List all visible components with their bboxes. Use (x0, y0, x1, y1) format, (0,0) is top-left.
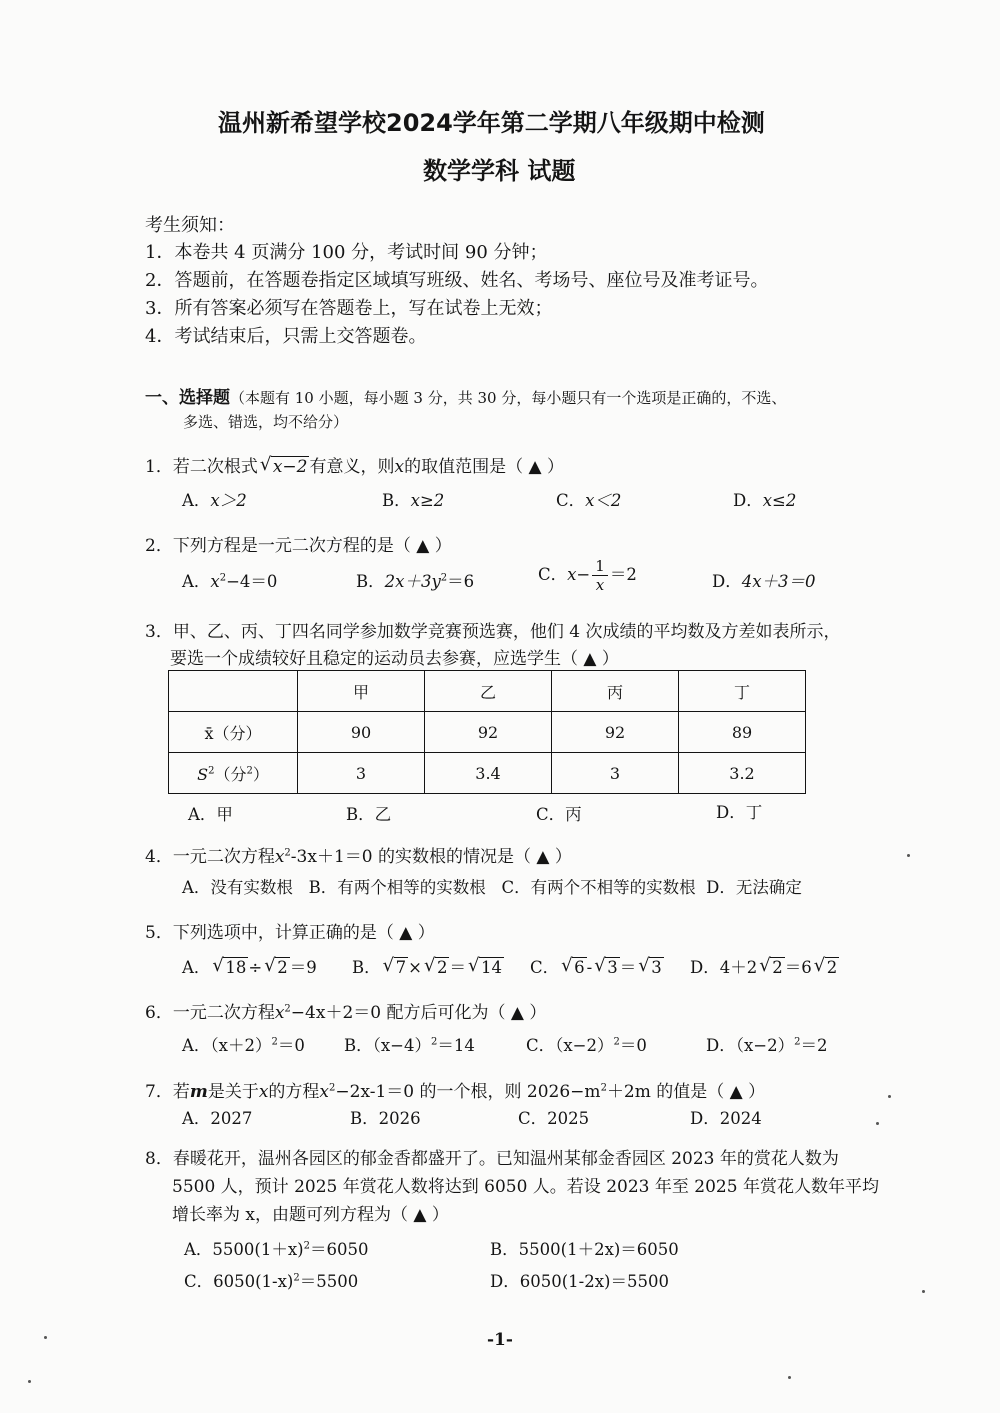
numerator: 1 (592, 557, 608, 576)
option-b: B．2026 (350, 1109, 421, 1128)
option-text: x≥2 (410, 491, 445, 510)
operator: - (586, 958, 593, 977)
option-d: D．丁 (716, 803, 763, 822)
scan-speck (922, 1290, 925, 1293)
option-a (182, 487, 247, 511)
option-label: B． (490, 1240, 519, 1259)
option-a: A．甲 (188, 805, 233, 824)
option-a (182, 954, 317, 978)
notice-item: 1．本卷共 4 页满分 100 分，考试时间 90 分钟； (145, 242, 548, 263)
question-4-stem (145, 842, 572, 867)
option-text: 5500(1＋2x)＝6050 (518, 1240, 679, 1259)
q1-suffix: 有意义，则 (309, 457, 395, 477)
scan-speck (907, 854, 910, 857)
operator: ＝6 (784, 958, 812, 977)
denominator: x (595, 576, 605, 594)
question-8-stem-line2: 5500 人，预计 2025 年赏花人数将达到 6050 人。若设 2023 年至 2025 年赏花人数年平均 (172, 1177, 879, 1197)
stem-text: −4x＋2＝0 配方后可化为（ ▲ ） (290, 1003, 547, 1023)
option-b (382, 487, 444, 511)
table-cell: 3 (298, 753, 425, 794)
sqrt-expression: √ 2 (264, 955, 288, 977)
sqrt-expression: √ 3 (638, 955, 662, 977)
stem-text: 4．一元二次方程 (145, 847, 275, 867)
option-text: 6050(1-2x)＝5500 (519, 1272, 669, 1291)
stem-var: x (319, 1082, 330, 1102)
option-label: B． (356, 572, 385, 591)
stem-var: m (189, 1082, 208, 1102)
stem-text: 7．若 (145, 1082, 190, 1102)
stem-text: 6．一元二次方程 (145, 1003, 275, 1023)
exponent: 2 (246, 765, 253, 777)
option-text: 2x＋3y (384, 572, 441, 591)
q1-radicand: x−2 (272, 457, 308, 477)
option-text: A．（x＋2） (182, 1036, 272, 1055)
option-text: x＞2 (210, 491, 247, 510)
section-note-line2: 多选、错选，均不给分） (183, 413, 349, 431)
table-cell: 92 (552, 712, 679, 753)
exponent: 2 (284, 847, 291, 859)
sqrt-expression: √ 14 (467, 955, 502, 977)
unit-label: （分） (213, 723, 262, 743)
table-header: 丙 (552, 671, 679, 712)
option-label: D． (733, 491, 763, 510)
option-b (352, 954, 504, 978)
option-text: 6050(1-x) (213, 1272, 294, 1291)
stem-text: −2x-1＝0 的一个根，则 2026−m (335, 1082, 601, 1102)
operator: ＝ (619, 958, 637, 977)
sqrt-expression: √ 2 (813, 955, 838, 977)
table-header: 乙 (425, 671, 552, 712)
stem-text: ＋2m 的值是（ ▲ ） (606, 1082, 766, 1102)
option-c (526, 1032, 647, 1056)
exponent: 2 (303, 1240, 310, 1252)
exponent: 2 (284, 1003, 291, 1015)
option-b (356, 568, 474, 592)
option-text: ＝14 (437, 1036, 475, 1055)
option-text: ＝6 (447, 572, 475, 591)
exponent: 2 (794, 1036, 801, 1048)
option-text: D．（x−2） (706, 1036, 795, 1055)
option-text: x＜2 (585, 491, 622, 510)
q1-prefix: 1．若二次根式 (145, 457, 258, 477)
option-d: D．2024 (690, 1109, 762, 1128)
option-a: A．2027 (182, 1109, 253, 1128)
scan-speck (28, 1380, 31, 1383)
option-text: −4＝0 (226, 572, 278, 591)
sqrt-expression: √ 7 (382, 955, 407, 977)
exponent: 2 (440, 572, 448, 584)
table-cell: 89 (679, 712, 806, 753)
exponent: 2 (613, 1036, 620, 1048)
variance-symbol: S (197, 764, 209, 784)
notice-item: 3．所有答案必须写在答题卷上，写在试卷上无效； (145, 298, 553, 319)
question-2-stem: 2．下列方程是一元二次方程的是（ ▲ ） (145, 536, 452, 556)
question-3-stem-line2: 要选一个成绩较好且稳定的运动员去参赛，应选学生（ ▲ ） (170, 649, 619, 669)
unit-label: （分 (214, 764, 247, 784)
sqrt-expression: √ 3 (594, 955, 618, 977)
operator: ÷ (248, 958, 263, 977)
option-c: C．丙 (536, 805, 582, 824)
option-b: B．乙 (346, 805, 392, 824)
option-c (184, 1268, 358, 1292)
option-text: ＝0 (619, 1036, 647, 1055)
option-a (182, 568, 277, 592)
table-cell: 90 (298, 712, 425, 753)
scan-speck (44, 1336, 47, 1339)
fraction (592, 557, 608, 594)
mean-symbol: x̄ (204, 723, 214, 743)
sqrt-expression: √ 2 (423, 955, 448, 977)
option-label: A． (184, 1240, 213, 1259)
table-cell (169, 671, 298, 712)
option-text: ＝0 (277, 1036, 305, 1055)
option-d (712, 568, 816, 592)
option-text: 5500(1＋x) (212, 1240, 304, 1259)
option-a (182, 1032, 305, 1056)
option-c (538, 557, 637, 594)
option-text: 4＋2 (719, 958, 758, 977)
option-label: B． (382, 491, 411, 510)
scores-table (168, 670, 806, 794)
question-3-stem-line1: 3．甲、乙、丙、丁四名同学参加数学竞赛预选赛，他们 4 次成绩的平均数及方差如表所示， (145, 622, 841, 642)
operator: ＝ (449, 958, 466, 977)
q1-suffix2: 的取值范围是（ ▲ ） (404, 457, 564, 477)
question-1-stem (145, 452, 564, 477)
exponent: 2 (293, 1272, 300, 1284)
exam-title-line1: 温州新希望学校2024学年第二学期八年级期中检测 (218, 109, 765, 137)
option-text: x≤2 (762, 491, 797, 510)
question-6-stem (145, 998, 546, 1023)
sqrt-expression: √ 18 (212, 955, 247, 977)
table-cell: 92 (425, 712, 552, 753)
option-a (184, 1236, 368, 1260)
exponent: 2 (329, 1082, 336, 1094)
option-text: ＝2 (609, 565, 637, 584)
option-c (556, 487, 621, 511)
option-label: C． (530, 958, 560, 977)
table-cell: 3.2 (679, 753, 806, 794)
exam-title-line2: 数学学科 试题 (423, 157, 576, 185)
option-d (690, 954, 839, 978)
option-label: B． (352, 958, 381, 977)
table-header-row (169, 671, 806, 712)
question-7-stem (145, 1077, 765, 1102)
question-8-stem-line3: 增长率为 x，由题可列方程为（ ▲ ） (172, 1205, 449, 1225)
option-text: 4x＋3＝0 (741, 572, 816, 591)
question-8-stem-line1: 8．春暖花开，温州各园区的郁金香都盛开了。已知温州某郁金香园区 2023 年的赏花人数为 (145, 1149, 839, 1169)
stem-var: x (274, 847, 285, 867)
stem-var: x (258, 1082, 269, 1102)
table-cell: 3 (552, 753, 679, 794)
row-label-variance (169, 753, 298, 794)
option-c (530, 954, 664, 978)
option-c: C．2025 (518, 1109, 590, 1128)
exponent: 2 (208, 765, 215, 777)
table-row (169, 753, 806, 794)
option-text: B．（x−4） (344, 1036, 432, 1055)
q1-var: x (394, 457, 405, 477)
option-text: ＝2 (800, 1036, 828, 1055)
option-label: D． (712, 572, 742, 591)
sqrt-expression: √ 2 (759, 955, 783, 977)
section-title: 一、选择题 (145, 388, 230, 408)
question-4-options: A．没有实数根 B．有两个相等的实数根 C．有两个不相等的实数根 D．无法确定 (182, 878, 802, 897)
exponent: 2 (600, 1082, 607, 1094)
notice-heading: 考生须知： (145, 215, 235, 236)
notice-item: 2．答题前，在答题卷指定区域填写班级、姓名、考场号、座位号及准考证号。 (145, 270, 769, 291)
option-text: ＝6050 (309, 1240, 369, 1259)
option-label: C． (184, 1272, 214, 1291)
scan-speck (888, 1095, 891, 1098)
option-label: D． (690, 958, 720, 977)
table-header: 丁 (679, 671, 806, 712)
option-label: A． (182, 958, 211, 977)
page-number: -1- (487, 1330, 513, 1350)
option-label: A． (182, 572, 211, 591)
option-label: D． (490, 1272, 520, 1291)
exponent: 2 (431, 1036, 438, 1048)
scan-speck (876, 1122, 879, 1125)
table-header: 甲 (298, 671, 425, 712)
option-b (490, 1236, 679, 1260)
notice-item: 4．考试结束后，只需上交答题卷。 (145, 326, 427, 347)
option-text: x (210, 572, 220, 591)
section-note: （本题有 10 小题，每小题 3 分，共 30 分，每小题只有一个选项是正确的，不选、 (230, 389, 787, 407)
option-d (733, 487, 796, 511)
option-text: C．（x−2） (526, 1036, 614, 1055)
option-label: C． (556, 491, 586, 510)
sqrt-expression: √ 6 (561, 955, 585, 977)
scan-speck (788, 1376, 791, 1379)
section-heading (145, 383, 786, 408)
exponent: 2 (271, 1036, 278, 1048)
option-label: A． (182, 491, 211, 510)
sqrt-expression: √ x−2 (259, 454, 308, 477)
question-5-stem: 5．下列选项中，计算正确的是（ ▲ ） (145, 923, 435, 943)
option-d (490, 1268, 669, 1292)
stem-text: 的方程 (268, 1082, 320, 1102)
option-label: C． (538, 565, 568, 584)
unit-label: ） (252, 764, 269, 784)
option-d (706, 1032, 827, 1056)
table-cell: 3.4 (425, 753, 552, 794)
option-text: ＝9 (289, 958, 317, 977)
stem-text: -3x＋1＝0 的实数根的情况是（ ▲ ） (290, 847, 572, 867)
row-label-mean (169, 712, 298, 753)
exponent: 2 (219, 572, 227, 584)
stem-text: 是关于 (207, 1082, 259, 1102)
option-b (344, 1032, 475, 1056)
option-text: x− (567, 565, 591, 584)
table-row (169, 712, 806, 753)
option-text: ＝5500 (299, 1272, 359, 1291)
operator: × (408, 958, 422, 977)
stem-var: x (274, 1003, 285, 1023)
